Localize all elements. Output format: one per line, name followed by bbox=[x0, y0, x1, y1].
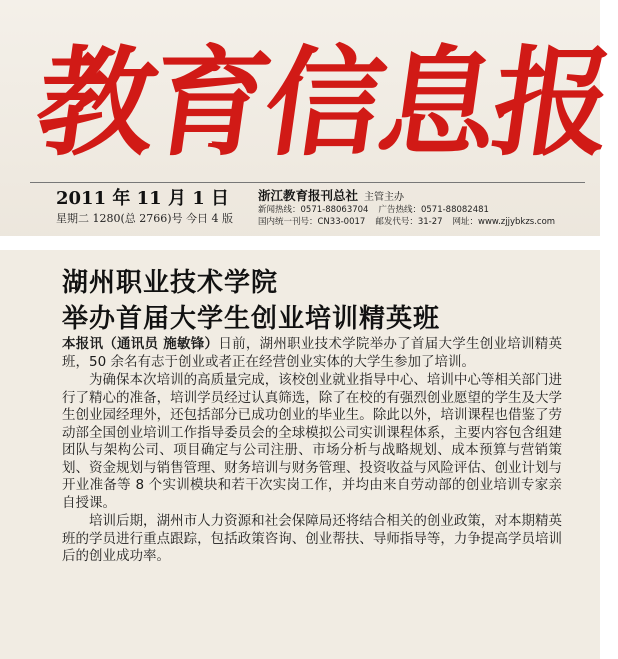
title-char: 教 bbox=[28, 33, 162, 172]
article-body bbox=[62, 336, 562, 567]
headline-line-1: 湖州职业技术学院 bbox=[62, 268, 279, 298]
headline-line-2: 举办首届大学生创业培训精英班 bbox=[62, 304, 441, 334]
publisher bbox=[258, 186, 404, 204]
ad-hotline: 广告热线：0571-88082481 bbox=[378, 205, 489, 215]
paragraph bbox=[62, 336, 562, 371]
title-char: 报 bbox=[484, 33, 618, 172]
byline: 本报讯（通讯员 施敏锋） bbox=[62, 336, 219, 352]
publisher-name: 浙江教育报刊总社 bbox=[258, 188, 359, 203]
issue-number: 星期二 1280(总 2766)号 今日 4 版 bbox=[56, 212, 234, 225]
paragraph-text: 日前，湖州职业技术学院举办了首届大学生创业培训精英班，50 余名有志于创业或者正在经营创业实体的大学生参加了培训。 bbox=[62, 336, 563, 370]
newspaper-title bbox=[28, 28, 618, 178]
news-hotline: 新闻热线：0571-88063704 bbox=[258, 205, 369, 215]
news-article bbox=[0, 250, 600, 659]
postal-code: 邮发代号：31-27 bbox=[375, 217, 443, 227]
issue-date: 2011 年 11 月 1 日 bbox=[56, 188, 230, 209]
title-char: 信 bbox=[256, 33, 390, 172]
masthead-divider bbox=[30, 182, 585, 183]
contact-info bbox=[258, 204, 555, 228]
publisher-role: 主管主办 bbox=[364, 192, 405, 203]
title-char: 息 bbox=[370, 33, 504, 172]
website: 网址：www.zjjybkzs.com bbox=[452, 217, 556, 227]
title-char: 育 bbox=[142, 33, 276, 172]
paragraph: 为确保本次培训的高质量完成，该校创业就业指导中心、培训中心等相关部门进行了精心的准备，培训学员经过认真筛选，除了在校的有强烈创业愿望的学生及大学生创业园经理外，还包括部分已成功创业的毕业生。除此以外，培训课程也借鉴了劳动部全国创业培训工作指导委员会的全球模拟公司实训课程体系，主要内容包含组建团队与架构公司、项目确定与公司注册、市场分析与战略规划、成本预算与营销策划、资金规划与销售管理、财务培训与财务管理、投资收益与风险评估、创业计划与开业准备等 8 个实训模块和若干次实岗工作，并均由来自劳动部的创业培训专家亲自授课。 bbox=[62, 372, 562, 511]
cn-number: 国内统一刊号：CN33-0017 bbox=[258, 217, 366, 227]
masthead bbox=[0, 0, 618, 250]
paragraph: 培训后期，湖州市人力资源和社会保障局还将结合相关的创业政策，对本期精英班的学员进行重点跟踪，包括政策咨询、创业帮扶、导师指导等，力争提高学员培训后的创业成功率。 bbox=[62, 513, 562, 564]
